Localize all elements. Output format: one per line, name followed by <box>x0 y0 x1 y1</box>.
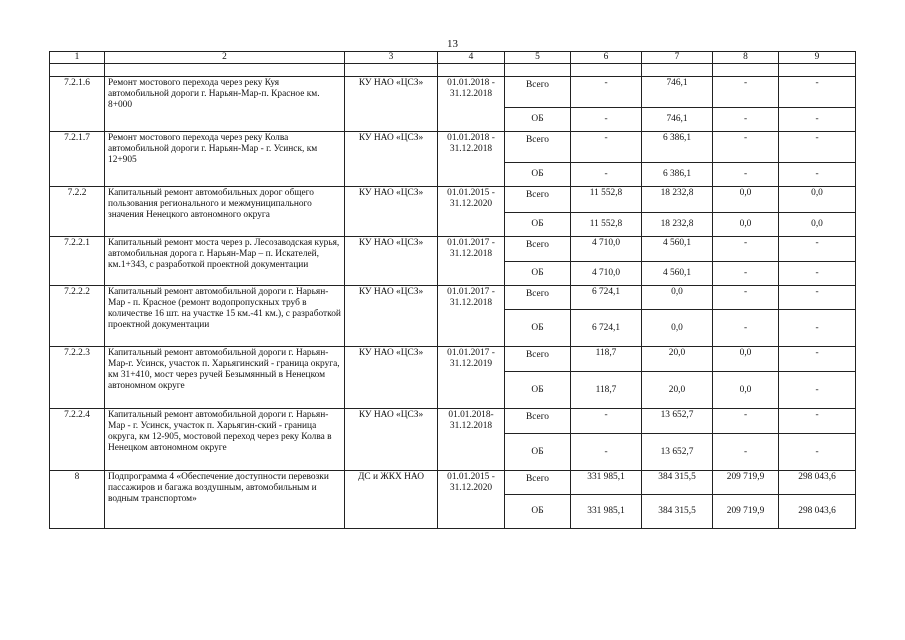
row-period: 01.01.2018- 31.12.2018 <box>438 409 505 471</box>
value-col6: - <box>571 434 642 471</box>
row-number: 8 <box>50 471 105 529</box>
table-row <box>50 286 856 310</box>
row-number: 7.2.1.6 <box>50 77 105 132</box>
spacer-cell <box>50 64 105 77</box>
value-col9: - <box>779 347 856 372</box>
row-number: 7.2.2 <box>50 187 105 237</box>
spacer-row <box>50 64 856 77</box>
value-col9: - <box>779 434 856 471</box>
row-name: Ремонт мостового перехода через реку Колва автомобильной дороги г. Нарьян-Мар - г. Усинск, км 12+905 <box>105 132 345 187</box>
row-executor: КУ НАО «ЦСЗ» <box>345 237 438 286</box>
value-col6: 4 710,0 <box>571 262 642 286</box>
row-executor: КУ НАО «ЦСЗ» <box>345 409 438 471</box>
row-executor: КУ НАО «ЦСЗ» <box>345 347 438 409</box>
funding-label: Всего <box>505 187 571 213</box>
row-number: 7.2.2.3 <box>50 347 105 409</box>
header-cell: 6 <box>571 52 642 64</box>
table-row <box>50 471 856 495</box>
header-row <box>50 52 856 64</box>
row-executor: КУ НАО «ЦСЗ» <box>345 77 438 132</box>
header-cell: 8 <box>713 52 779 64</box>
value-col7: 0,0 <box>642 286 713 310</box>
spacer-cell <box>571 64 642 77</box>
row-name: Капитальный ремонт автомобильной дороги г. Нарьян-Мар - г. Усинск, участок п. Харьягин-ский - граница округа, км 12-905, мостовой переход через реку Колва в Ненецком автономном округе <box>105 409 345 471</box>
table-row <box>50 77 856 108</box>
value-col7: 4 560,1 <box>642 262 713 286</box>
header-cell: 7 <box>642 52 713 64</box>
value-col7: 384 315,5 <box>642 495 713 529</box>
row-name: Ремонт мостового перехода через реку Куя автомобильной дороги г. Нарьян-Мар-п. Красное км. 8+000 <box>105 77 345 132</box>
row-executor: КУ НАО «ЦСЗ» <box>345 132 438 187</box>
row-executor: КУ НАО «ЦСЗ» <box>345 286 438 347</box>
value-col7: 4 560,1 <box>642 237 713 262</box>
row-name: Капитальный ремонт моста через р. Лесозаводская курья, автомобильная дорога г. Нарьян-Мар – п. Искателей, км.1+343, с разработкой проектной документации <box>105 237 345 286</box>
value-col9: 298 043,6 <box>779 471 856 495</box>
value-col8: 0,0 <box>713 347 779 372</box>
value-col6: - <box>571 409 642 434</box>
value-col6: - <box>571 77 642 108</box>
spacer-cell <box>345 64 438 77</box>
row-period: 01.01.2018 - 31.12.2018 <box>438 77 505 132</box>
value-col7: 6 386,1 <box>642 163 713 187</box>
row-period: 01.01.2017 - 31.12.2018 <box>438 286 505 347</box>
value-col9: - <box>779 163 856 187</box>
header-cell: 9 <box>779 52 856 64</box>
row-name: Капитальный ремонт автомобильной дороги г. Нарьян-Мар - п. Красное (ремонт водопропускных труб в количестве 16 шт. на участке 15 км.-41 км.), с разработкой проектной документации <box>105 286 345 347</box>
row-period: 01.01.2017 - 31.12.2018 <box>438 237 505 286</box>
row-period: 01.01.2015 - 31.12.2020 <box>438 471 505 529</box>
table-row <box>50 187 856 213</box>
value-col8: - <box>713 237 779 262</box>
row-executor: ДС и ЖКХ НАО <box>345 471 438 529</box>
funding-label: ОБ <box>505 262 571 286</box>
header-cell: 2 <box>105 52 345 64</box>
table-row <box>50 347 856 372</box>
value-col6: 331 985,1 <box>571 471 642 495</box>
row-number: 7.2.2.1 <box>50 237 105 286</box>
value-col8: - <box>713 262 779 286</box>
value-col7: 384 315,5 <box>642 471 713 495</box>
header-cell: 4 <box>438 52 505 64</box>
value-col6: - <box>571 132 642 163</box>
spacer-cell <box>642 64 713 77</box>
row-name: Капитальный ремонт автомобильной дороги г. Нарьян-Мар-г. Усинск, участок п. Харьягинский - граница округа, км 31+410, мост через ручей Безымянный в Ненецком автономном округе <box>105 347 345 409</box>
value-col8: - <box>713 77 779 108</box>
value-col6: - <box>571 108 642 132</box>
row-number: 7.2.2.4 <box>50 409 105 471</box>
value-col8: - <box>713 286 779 310</box>
value-col7: 18 232,8 <box>642 213 713 237</box>
value-col7: 746,1 <box>642 77 713 108</box>
header-cell: 5 <box>505 52 571 64</box>
value-col7: 18 232,8 <box>642 187 713 213</box>
value-col9: - <box>779 108 856 132</box>
spacer-cell <box>438 64 505 77</box>
value-col6: 6 724,1 <box>571 286 642 310</box>
value-col6: 4 710,0 <box>571 237 642 262</box>
funding-label: ОБ <box>505 310 571 347</box>
spacer-cell <box>713 64 779 77</box>
value-col8: 0,0 <box>713 213 779 237</box>
value-col8: - <box>713 310 779 347</box>
header-cell: 3 <box>345 52 438 64</box>
value-col7: 20,0 <box>642 372 713 409</box>
value-col7: 6 386,1 <box>642 132 713 163</box>
value-col9: - <box>779 310 856 347</box>
program-table <box>49 51 856 529</box>
value-col8: 0,0 <box>713 372 779 409</box>
table-row <box>50 132 856 163</box>
row-period: 01.01.2018 - 31.12.2018 <box>438 132 505 187</box>
value-col9: - <box>779 237 856 262</box>
spacer-cell <box>505 64 571 77</box>
value-col9: - <box>779 132 856 163</box>
funding-label: Всего <box>505 409 571 434</box>
funding-label: ОБ <box>505 213 571 237</box>
funding-label: ОБ <box>505 163 571 187</box>
funding-label: Всего <box>505 237 571 262</box>
value-col8: - <box>713 163 779 187</box>
value-col9: 298 043,6 <box>779 495 856 529</box>
funding-label: Всего <box>505 347 571 372</box>
row-period: 01.01.2015 - 31.12.2020 <box>438 187 505 237</box>
value-col6: 11 552,8 <box>571 187 642 213</box>
value-col6: 118,7 <box>571 347 642 372</box>
funding-label: Всего <box>505 77 571 108</box>
value-col7: 746,1 <box>642 108 713 132</box>
page-number: 13 <box>447 38 458 50</box>
value-col7: 20,0 <box>642 347 713 372</box>
value-col8: - <box>713 434 779 471</box>
value-col6: - <box>571 163 642 187</box>
funding-label: ОБ <box>505 495 571 529</box>
funding-label: ОБ <box>505 108 571 132</box>
funding-label: Всего <box>505 286 571 310</box>
value-col8: - <box>713 108 779 132</box>
row-period: 01.01.2017 - 31.12.2019 <box>438 347 505 409</box>
funding-label: ОБ <box>505 434 571 471</box>
value-col9: - <box>779 77 856 108</box>
value-col8: 209 719,9 <box>713 471 779 495</box>
row-name: Капитальный ремонт автомобильных дорог общего пользования регионального и межмуниципального значения Ненецкого автономного округа <box>105 187 345 237</box>
row-number: 7.2.1.7 <box>50 132 105 187</box>
row-number: 7.2.2.2 <box>50 286 105 347</box>
value-col8: 209 719,9 <box>713 495 779 529</box>
value-col6: 11 552,8 <box>571 213 642 237</box>
table-body <box>50 52 856 529</box>
table-row <box>50 409 856 434</box>
value-col7: 13 652,7 <box>642 434 713 471</box>
spacer-cell <box>105 64 345 77</box>
value-col9: - <box>779 372 856 409</box>
value-col6: 331 985,1 <box>571 495 642 529</box>
value-col8: - <box>713 409 779 434</box>
value-col9: 0,0 <box>779 187 856 213</box>
spacer-cell <box>779 64 856 77</box>
value-col7: 13 652,7 <box>642 409 713 434</box>
funding-label: ОБ <box>505 372 571 409</box>
value-col9: - <box>779 262 856 286</box>
value-col9: - <box>779 409 856 434</box>
value-col7: 0,0 <box>642 310 713 347</box>
value-col6: 6 724,1 <box>571 310 642 347</box>
row-executor: КУ НАО «ЦСЗ» <box>345 187 438 237</box>
funding-label: Всего <box>505 132 571 163</box>
value-col6: 118,7 <box>571 372 642 409</box>
header-cell: 1 <box>50 52 105 64</box>
funding-label: Всего <box>505 471 571 495</box>
value-col9: 0,0 <box>779 213 856 237</box>
table-row <box>50 237 856 262</box>
row-name: Подпрограмма 4 «Обеспечение доступности перевозки пассажиров и багажа воздушным, автомобильным и водным транспортом» <box>105 471 345 529</box>
value-col8: - <box>713 132 779 163</box>
value-col9: - <box>779 286 856 310</box>
value-col8: 0,0 <box>713 187 779 213</box>
